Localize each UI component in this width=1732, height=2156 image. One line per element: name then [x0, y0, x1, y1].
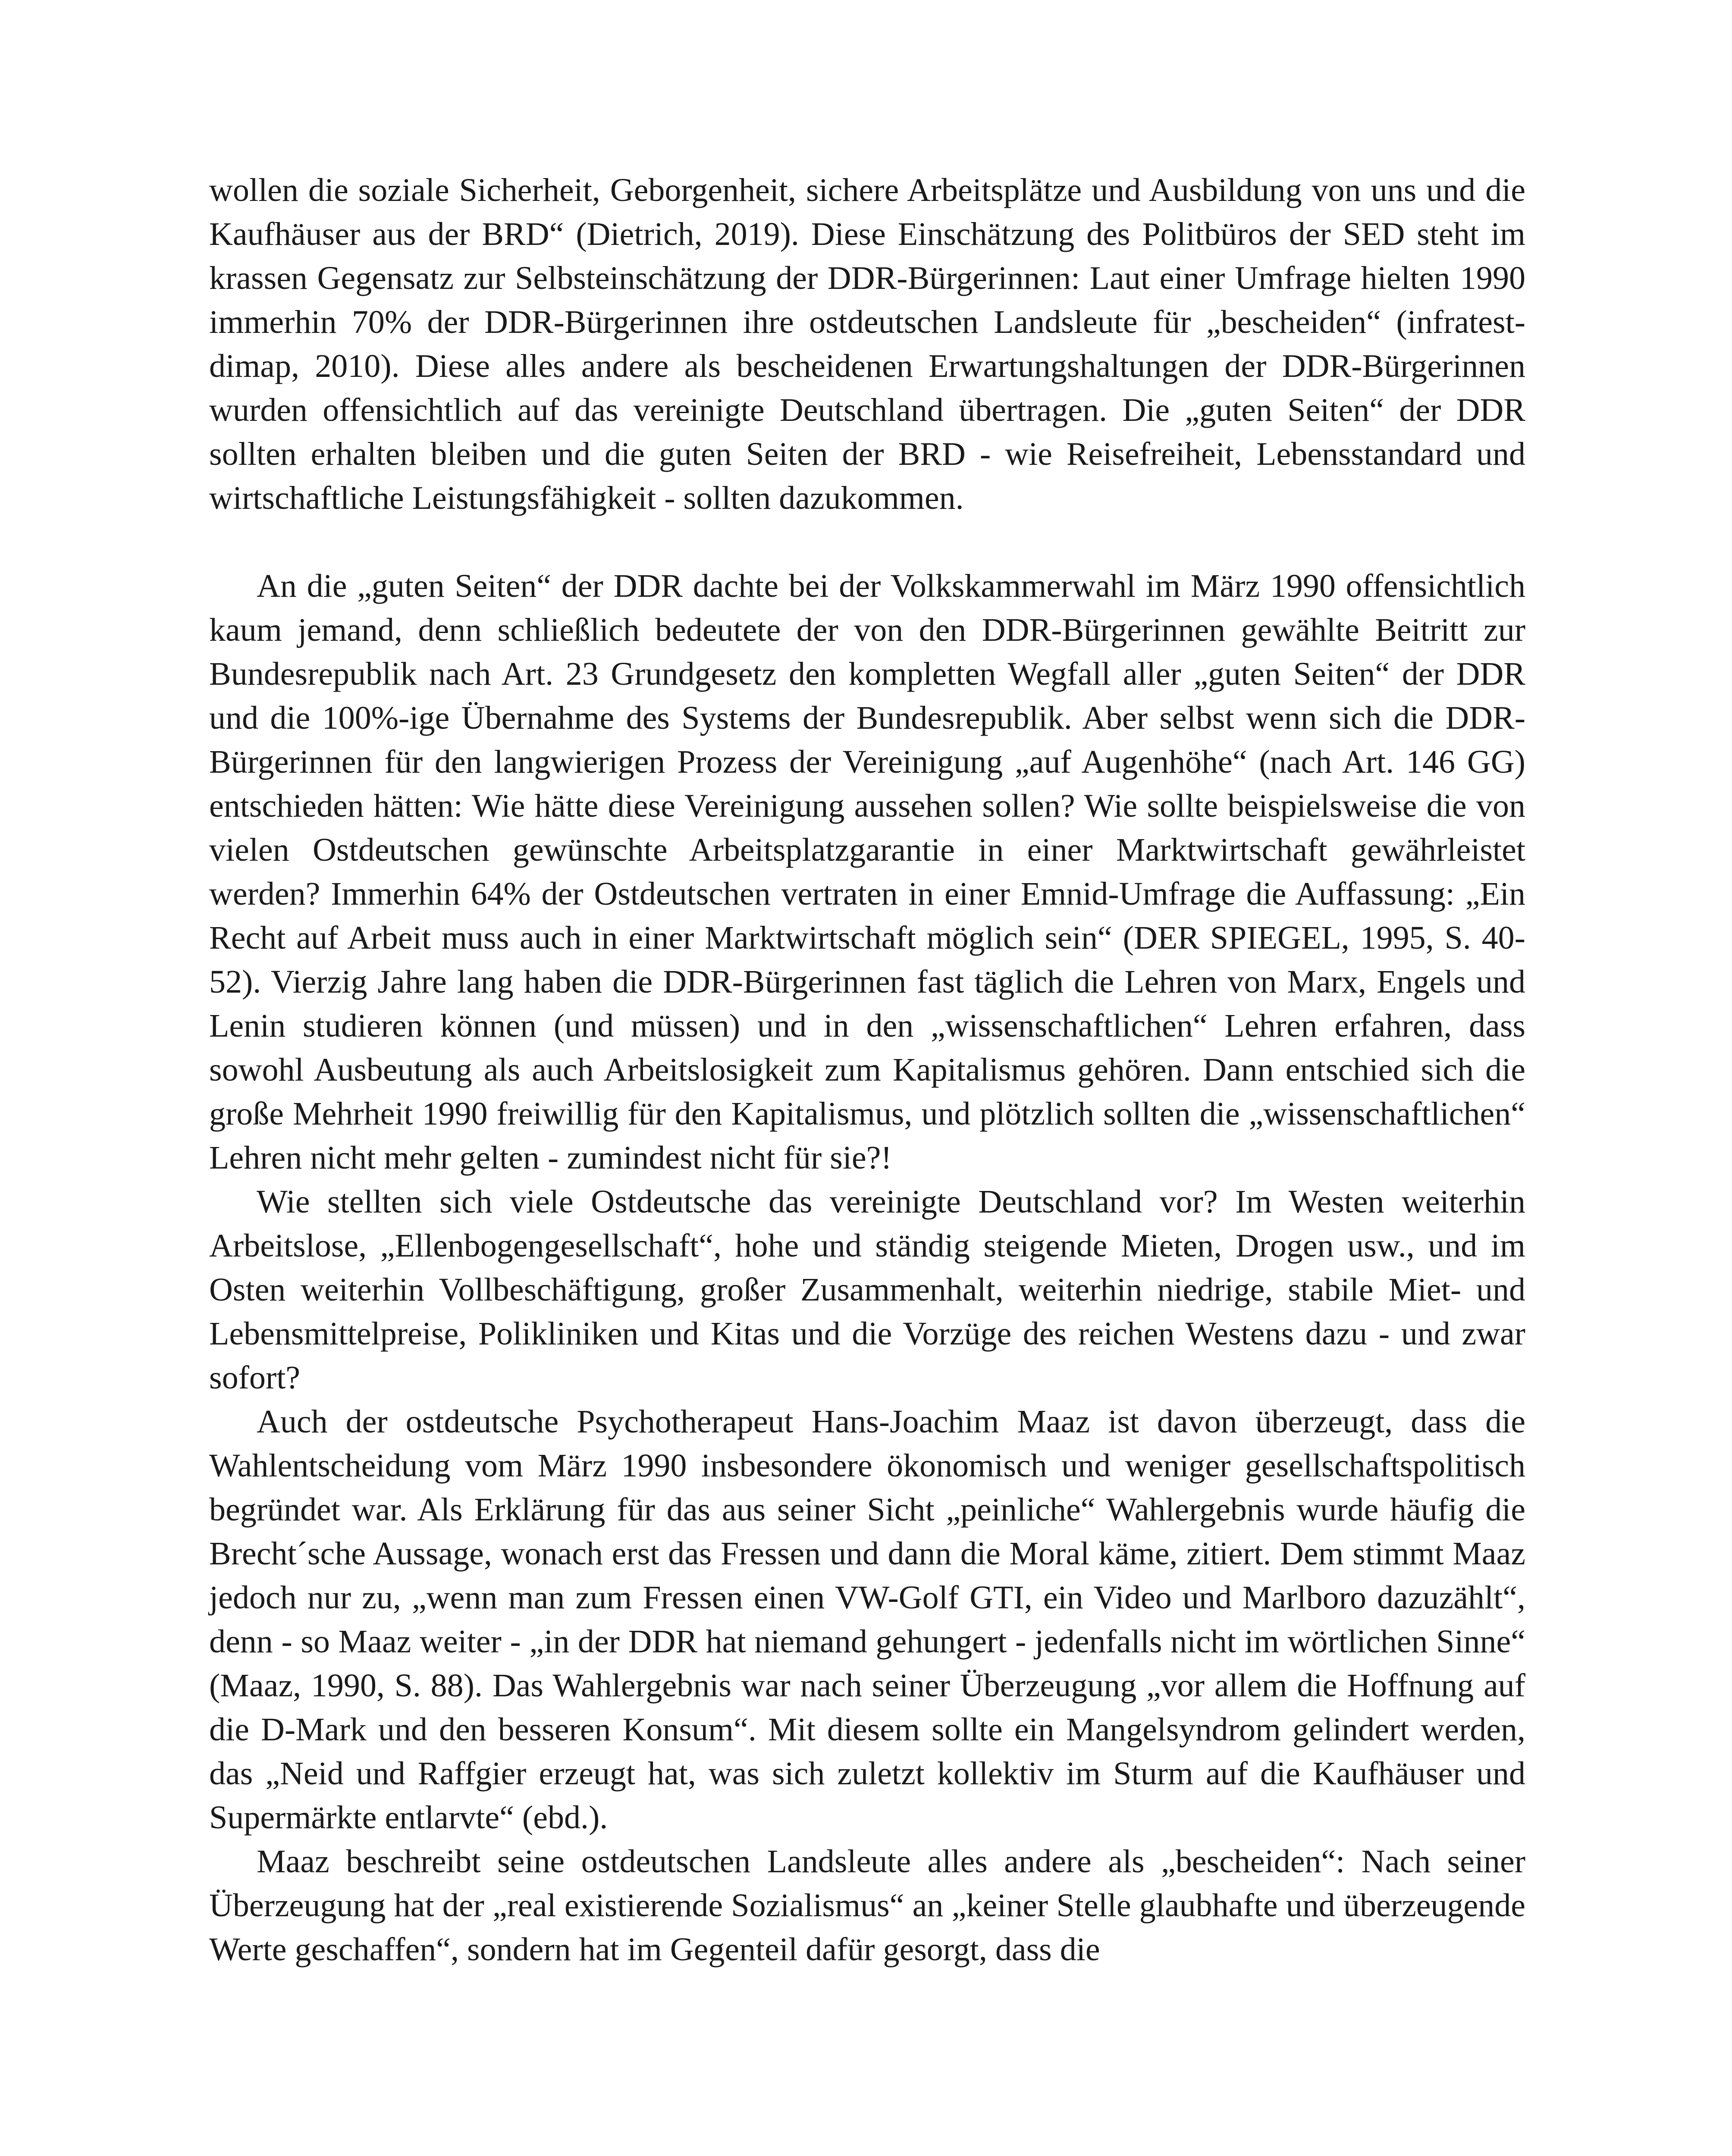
- paragraph-maaz-landsleute: Maaz beschreibt seine ostdeutschen Landsleute alles andere als „bescheiden“: Nach seiner Überzeugung hat der „real existierende Sozialismus“ an „keiner Stelle glaubhafte und überzeugende Werte geschaffen“, sondern hat im Gegenteil dafür gesorgt, dass die: [209, 1843, 1525, 1968]
- paragraph-maaz-wahlentscheidung: Auch der ostdeutsche Psychotherapeut Hans-Joachim Maaz ist davon überzeugt, dass die Wahlentscheidung vom März 1990 insbesondere ökonomisch und weniger gesellschaftspolitisch begründet war. Als Erklärung für das aus seiner Sicht „peinliche“ Wahlergebnis wurde häufig die Brecht´sche Aussage, wonach erst das Fressen und dann die Moral käme, zitiert. Dem stimmt Maaz jedoch nur zu, „wenn man zum Fressen einen VW-Golf GTI, ein Video und Marlboro dazuzählt“, denn - so Maaz weiter - „in der DDR hat niemand gehungert - jedenfalls nicht im wörtlichen Sinne“ (Maaz, 1990, S. 88). Das Wahlergebnis war nach seiner Überzeugung „vor allem die Hoffnung auf die D-Mark und den besseren Konsum“. Mit diesem sollte ein Mangelsyndrom gelindert werden, das „Neid und Raffgier erzeugt hat, was sich zuletzt kollektiv im Sturm auf die Kaufhäuser und Supermärkte entlarvte“ (ebd.).: [209, 1404, 1525, 1836]
- paragraph-vereinigtes-deutschland: Wie stellten sich viele Ostdeutsche das vereinigte Deutschland vor? Im Westen weiterhin Arbeitslose, „Ellenbogengesellschaft“, hohe und ständig steigende Mieten, Drogen usw., und im Osten weiterhin Vollbeschäftigung, großer Zusammenhalt, weiterhin niedrige, stabile Miet- und Lebensmittelpreise, Polikliniken und Kitas und die Vorzüge des reichen Westens dazu - und zwar sofort?: [209, 1184, 1525, 1396]
- paragraph-continuation: wollen die soziale Sicherheit, Geborgenheit, sichere Arbeitsplätze und Ausbildung von uns und die Kaufhäuser aus der BRD“ (Dietrich, 2019). Diese Einschätzung des Politbüros der SED steht im krassen Gegensatz zur Selbsteinschätzung der DDR-Bürgerinnen: Laut einer Umfrage hielten 1990 immerhin 70% der DDR-Bürgerinnen ihre ostdeutschen Landsleute für „bescheiden“ (infratest-dimap, 2010). Diese alles andere als bescheidenen Erwartungshaltungen der DDR-Bürgerinnen wurden offensichtlich auf das vereinigte Deutschland übertragen. Die „guten Seiten“ der DDR sollten erhalten bleiben und die guten Seiten der BRD - wie Reisefreiheit, Lebensstandard und wirtschaftliche Leistungsfähigkeit - sollten dazukommen.: [209, 172, 1525, 516]
- body-text: [209, 168, 1525, 1971]
- paragraph-volkskammerwahl: An die „guten Seiten“ der DDR dachte bei der Volkskammerwahl im März 1990 offensichtlich kaum jemand, denn schließlich bedeutete der von den DDR-Bürgerinnen gewählte Beitritt zur Bundesrepublik nach Art. 23 Grundgesetz den kompletten Wegfall aller „guten Seiten“ der DDR und die 100%-ige Übernahme des Systems der Bundesrepublik. Aber selbst wenn sich die DDR-Bürgerinnen für den langwierigen Prozess der Vereinigung „auf Augenhöhe“ (nach Art. 146 GG) entschieden hätten: Wie hätte diese Vereinigung aussehen sollen? Wie sollte beispielsweise die von vielen Ostdeutschen gewünschte Arbeitsplatzgarantie in einer Marktwirtschaft gewährleistet werden? Immerhin 64% der Ostdeutschen vertraten in einer Emnid-Umfrage die Auffassung: „Ein Recht auf Arbeit muss auch in einer Marktwirtschaft möglich sein“ (DER SPIEGEL, 1995, S. 40-52). Vierzig Jahre lang haben die DDR-Bürgerinnen fast täglich die Lehren von Marx, Engels und Lenin studieren können (und müssen) und in den „wissenschaftlichen“ Lehren erfahren, dass sowohl Ausbeutung als auch Arbeitslosigkeit zum Kapitalismus gehören. Dann entschied sich die große Mehrheit 1990 freiwillig für den Kapitalismus, und plötzlich sollten die „wissenschaftlichen“ Lehren nicht mehr gelten - zumindest nicht für sie?!: [209, 568, 1525, 1176]
